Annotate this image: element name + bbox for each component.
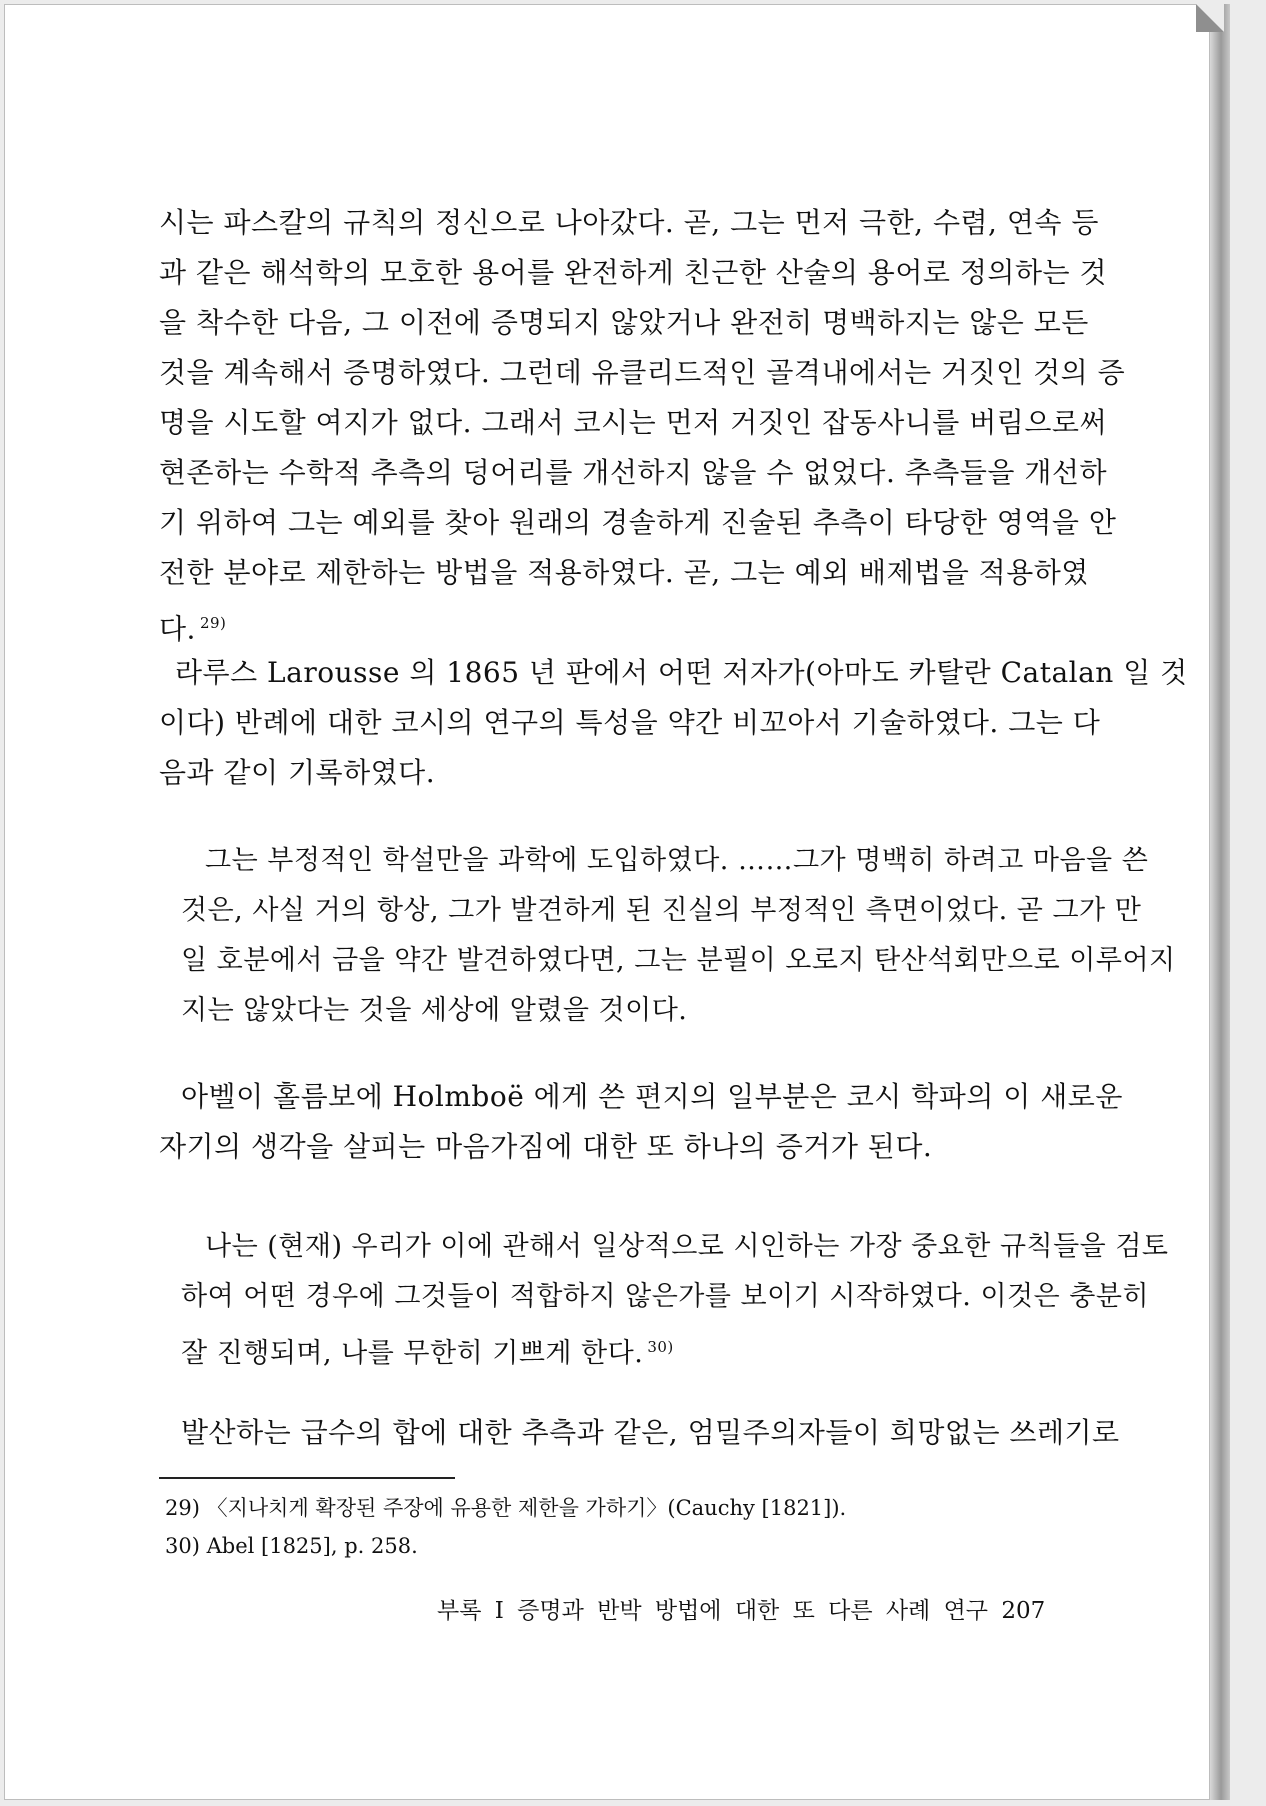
p1-line-6: 현존하는 수학적 추측의 덩어리를 개선하지 않을 수 없었다. 추측들을 개선하 [159, 456, 1107, 489]
page-stack-edge [1210, 4, 1230, 1800]
p1-line-7: 기 위하여 그는 예외를 찾아 원래의 경솔하게 진술된 추측이 타당한 영역을 안 [159, 506, 1117, 539]
footnote-ref-29: 29) [199, 614, 227, 632]
p1-line-4: 것을 계속해서 증명하였다. 그런데 유클리드적인 골격내에서는 거짓인 것의 증 [159, 356, 1126, 389]
book-page [4, 4, 1210, 1800]
q1-line-4: 지는 않았다는 것을 세상에 알렸을 것이다. [181, 995, 688, 1026]
q1-line-1: 그는 부정적인 학설만을 과학에 도입하였다. ……그가 명백히 하려고 마음을 쓴 [205, 845, 1149, 876]
p1-line-9 [159, 603, 226, 649]
p1-line-1: 시는 파스칼의 규칙의 정신으로 나아갔다. 곧, 그는 먼저 극한, 수렴, 연속 등 [159, 206, 1099, 239]
p1-line-9-text: 다. [159, 612, 196, 646]
p3-line-2: 자기의 생각을 살피는 마음가짐에 대한 또 하나의 증거가 된다. [159, 1130, 933, 1163]
p1-line-3: 을 착수한 다음, 그 이전에 증명되지 않았거나 완전히 명백하지는 않은 모든 [159, 306, 1089, 339]
p1-line-2: 과 같은 해석학의 모호한 용어를 완전하게 친근한 산술의 용어로 정의하는 것 [159, 256, 1107, 289]
page-text [5, 5, 1211, 1801]
p4-line-1: 발산하는 급수의 합에 대한 추측과 같은, 엄밀주의자들이 희망없는 쓰레기로 [181, 1416, 1120, 1449]
page-corner-curl [1196, 4, 1224, 32]
p1-line-8: 전한 분야로 제한하는 방법을 적용하였다. 곧, 그는 예외 배제법을 적용하였 [159, 556, 1089, 589]
q2-line-1: 나는 (현재) 우리가 이에 관해서 일상적으로 시인하는 가장 중요한 규칙들을 검토 [205, 1231, 1169, 1262]
q2-line-3 [181, 1327, 674, 1374]
p2-line-2: 이다) 반례에 대한 코시의 연구의 특성을 약간 비꼬아서 기술하였다. 그는 다 [159, 706, 1101, 739]
p1-line-5: 명을 시도할 여지가 없다. 그래서 코시는 먼저 거짓인 잡동사니를 버림으로써 [159, 406, 1107, 439]
footnote-29: 29) 〈지나치게 확장된 주장에 유용한 제한을 가하기〉(Cauchy [1821]). [165, 1496, 847, 1520]
q2-line-2: 하여 어떤 경우에 그것들이 적합하지 않은가를 보이기 시작하였다. 이것은 충분히 [181, 1281, 1150, 1312]
q1-line-3: 일 호분에서 금을 약간 발견하였다면, 그는 분필이 오로지 탄산석회만으로 이루어지 [181, 945, 1176, 976]
footnote-30: 30) Abel [1825], p. 258. [165, 1534, 418, 1558]
p2-line-3: 음과 같이 기록하였다. [159, 756, 436, 789]
q1-line-2: 것은, 사실 거의 항상, 그가 발견하게 된 진실의 부정적인 측면이었다. 곧 그가 만 [181, 895, 1142, 926]
p3-line-1: 아벨이 홀름보에 Holmboë 에게 쓴 편지의 일부분은 코시 학파의 이 새로운 [181, 1080, 1123, 1113]
p2-line-1: 라루스 Larousse 의 1865 년 판에서 어떤 저자가(아마도 카탈란 Catalan 일 것 [175, 656, 1188, 689]
q2-line-3-text: 잘 진행되며, 나를 무한히 기쁘게 한다. [181, 1338, 644, 1369]
footnote-divider [159, 1477, 455, 1479]
footnote-ref-30: 30) [647, 1338, 674, 1356]
running-footer: 부록 I 증명과 반박 방법에 대한 또 다른 사례 연구 207 [437, 1598, 1046, 1624]
